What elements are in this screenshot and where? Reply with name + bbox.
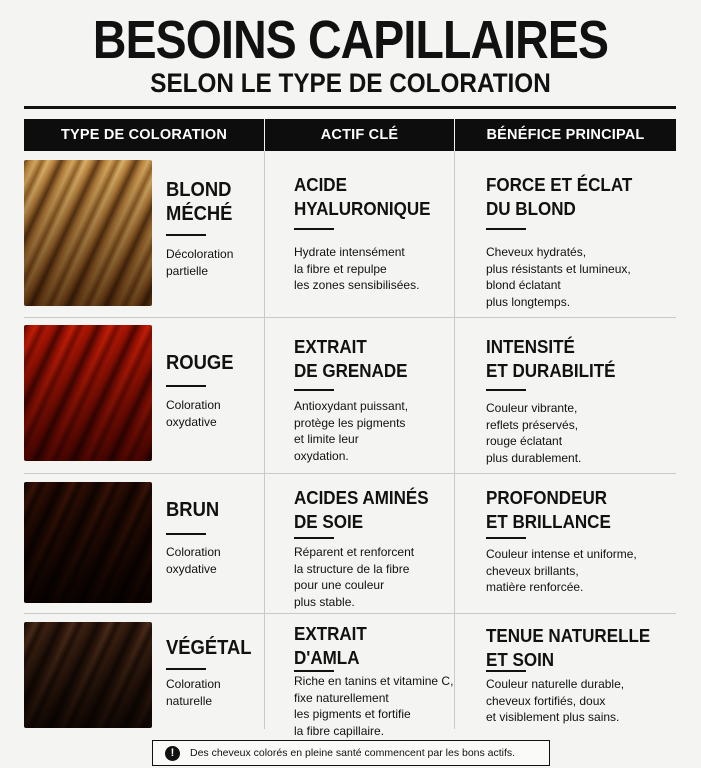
actif-title: ACIDE HYALURONIQUE (294, 174, 431, 219)
type-desc: Coloration oxydative (166, 398, 221, 429)
benefit-desc: Couleur vibrante, reflets préservés, rouge éclatant plus durablement. (486, 401, 582, 465)
hair-swatch-rouge (24, 325, 152, 461)
hair-swatch-vegetal (24, 622, 152, 728)
type-name: ROUGE (166, 352, 234, 374)
type-desc: Coloration oxydative (166, 545, 221, 576)
benefit-title: PROFONDEUR ET BRILLANCE (486, 487, 611, 532)
benefit-desc: Couleur naturelle durable, cheveux fortifiés, doux et visiblement plus sains. (486, 677, 625, 724)
type-dash (166, 668, 206, 670)
type-dash (166, 234, 206, 236)
benefit-title: TENUE NATURELLE ET SOIN (486, 625, 651, 670)
header-type: TYPE DE COLORATION (60, 127, 228, 143)
table-row-brun (24, 482, 676, 609)
actif-dash (294, 228, 334, 230)
benefit-dash (486, 670, 526, 672)
page-subtitle: SELON LE TYPE DE COLORATION (150, 68, 551, 98)
actif-desc: Antioxydant puissant, protège les pigments et limite leur oxydation. (294, 399, 409, 463)
actif-title: ACIDES AMINÉS DE SOIE (294, 487, 429, 532)
footer-text: Des cheveux colorés en pleine santé commencent par les bons actifs. (190, 747, 516, 759)
actif-title: EXTRAIT D'AMLA (294, 623, 367, 668)
actif-desc: Hydrate intensément la fibre et repulpe les zones sensibilisées. (294, 245, 420, 292)
benefit-dash (486, 537, 526, 539)
benefit-dash (486, 228, 526, 230)
row-divider (24, 613, 676, 614)
type-dash (166, 385, 206, 387)
actif-title: EXTRAIT DE GRENADE (294, 336, 408, 381)
footer-note (152, 740, 550, 766)
row-divider (24, 473, 676, 474)
type-name: BLOND MÉCHÉ (166, 179, 233, 225)
type-name: VÉGÉTAL (166, 637, 252, 659)
type-desc: Décoloration partielle (166, 247, 234, 278)
exclamation-icon: ! (165, 746, 180, 761)
benefit-title: FORCE ET ÉCLAT DU BLOND (486, 174, 633, 219)
table-row-rouge (24, 325, 676, 465)
page-title: BESOINS CAPILLAIRES (92, 10, 609, 70)
hair-swatch-brun (24, 482, 152, 603)
benefit-title: INTENSITÉ ET DURABILITÉ (486, 336, 616, 381)
row-divider (24, 317, 676, 318)
table-row-vegetal (24, 622, 676, 738)
type-desc: Coloration naturelle (166, 677, 221, 708)
table-row-blond (24, 160, 676, 309)
title-divider (24, 106, 676, 109)
actif-dash (294, 389, 334, 391)
actif-desc: Réparent et renforcent la structure de la fibre pour une couleur plus stable. (294, 545, 415, 609)
header-actif: ACTIF CLÉ (264, 119, 454, 151)
type-name: BRUN (166, 499, 220, 521)
actif-desc: Riche en tanins et vitamine C, fixe naturellement les pigments et fortifie la fibre capillaire. (294, 674, 454, 738)
benefit-dash (486, 389, 526, 391)
benefit-desc: Couleur intense et uniforme, cheveux brillants, matière renforcée. (486, 547, 637, 594)
table-header (24, 119, 676, 151)
actif-dash (294, 670, 334, 672)
header-benefit: BÉNÉFICE PRINCIPAL (454, 119, 676, 151)
hair-swatch-blond (24, 160, 152, 306)
type-dash (166, 533, 206, 535)
benefit-desc: Cheveux hydratés, plus résistants et lumineux, blond éclatant plus longtemps. (486, 245, 631, 309)
actif-dash (294, 537, 334, 539)
